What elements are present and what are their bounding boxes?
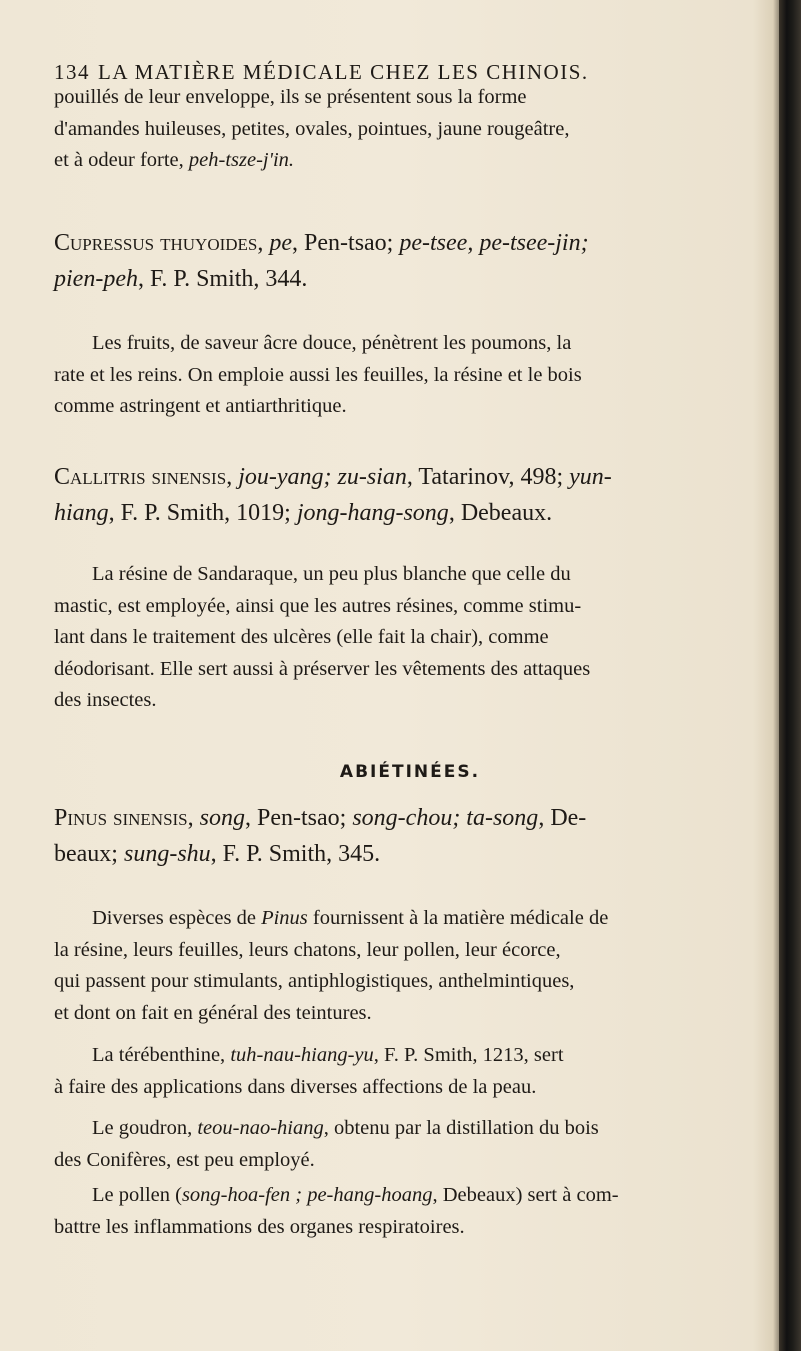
text-line: déodorisant. Elle sert aussi à préserver les vêtements des attaques	[54, 657, 591, 680]
entry-callitris	[54, 459, 766, 531]
text-line: La résine de Sandaraque, un peu plus blanche que celle du	[92, 563, 571, 585]
text-line: et à odeur forte,	[54, 149, 189, 171]
text-line: la résine, leurs feuilles, leurs chatons, leur pollen, leur écorce,	[54, 938, 561, 961]
chinese-name: teou-nao-hiang	[197, 1117, 324, 1139]
text-line: à faire des applications dans diverses affections de la peau.	[54, 1075, 537, 1098]
text-line: battre les inflammations des organes respiratoires.	[54, 1215, 465, 1238]
text-line: des insectes.	[54, 689, 157, 711]
paragraph-cupressus	[54, 328, 766, 423]
entry-cupressus	[54, 225, 766, 297]
text-line: pouillés de leur enveloppe, ils se présentent sous la forme	[54, 86, 527, 108]
paragraph-intro	[54, 82, 766, 177]
chinese-name: pe	[269, 230, 293, 256]
reference: , Debeaux.	[448, 500, 553, 526]
page-number: 134	[54, 60, 90, 84]
paragraph-pinus-4	[54, 1180, 766, 1243]
text-line: lant dans le traitement des ulcères (elle fait la chair), comme	[54, 626, 549, 648]
reference: , Pen-tsao;	[292, 230, 400, 256]
text-line: , F. P. Smith, 1213, sert	[373, 1044, 564, 1066]
text-line: , Debeaux) sert à com-	[432, 1184, 619, 1206]
chinese-name: peh-tsze-j'in.	[188, 149, 295, 171]
reference: , F. P. Smith, 345.	[210, 841, 381, 867]
text-line: qui passent pour stimulants, antiphlogistiques, anthelmintiques,	[54, 970, 575, 992]
chinese-name: song-hoa-fen ; pe-hang-hoang	[181, 1184, 433, 1206]
chinese-name: pien-peh	[54, 266, 138, 292]
chinese-name: hiang	[54, 500, 109, 526]
paragraph-pinus-2	[54, 1040, 766, 1103]
reference: , F. P. Smith, 1019;	[108, 500, 297, 526]
species-name: Callitris sinensis	[54, 464, 227, 490]
text-line: comme astringent et antiarthritique.	[54, 395, 347, 417]
chinese-name: yun-	[569, 464, 612, 490]
chinese-name: jong-hang-song	[296, 500, 449, 526]
text-line: Les fruits, de saveur âcre douce, pénètrent les poumons, la	[92, 332, 572, 354]
reference: , De-	[538, 805, 587, 831]
reference: , Pen-tsao;	[245, 805, 353, 831]
species-name: Pinus sinensis	[54, 805, 188, 831]
running-title: LA MATIÈRE MÉDICALE CHEZ LES CHINOIS.	[98, 60, 589, 84]
section-heading: ABIÉTINÉES.	[339, 762, 481, 782]
chinese-name: tuh-nau-hiang-yu	[230, 1044, 374, 1066]
genus-name: Pinus	[261, 907, 308, 929]
text-line: d'amandes huileuses, petites, ovales, pointues, jaune rougeâtre,	[54, 117, 570, 140]
paragraph-pinus-3	[54, 1113, 766, 1176]
text-line: Le pollen (	[92, 1184, 182, 1206]
paragraph-pinus-1	[54, 903, 766, 1029]
reference: , F. P. Smith, 344.	[137, 266, 308, 292]
chinese-name: song	[199, 805, 245, 831]
species-name: Cupressus thuyoides	[54, 230, 258, 256]
separator: ,	[257, 230, 270, 256]
book-edge	[779, 0, 801, 1351]
text-line: des Conifères, est peu employé.	[54, 1148, 315, 1171]
separator: ,	[187, 805, 200, 831]
chinese-name: jou-yang; zu-sian	[238, 464, 407, 490]
paragraph-callitris	[54, 559, 766, 717]
chinese-name: song-chou; ta-song	[352, 805, 539, 831]
reference: , Tatarinov, 498;	[406, 464, 570, 490]
separator: ,	[226, 464, 239, 490]
text-line: , obtenu par la distillation du bois	[323, 1117, 599, 1139]
chinese-name: sung-shu	[123, 841, 211, 867]
text-line: mastic, est employée, ainsi que les autres résines, comme stimu-	[54, 594, 582, 617]
text-line: et dont on fait en général des teintures.	[54, 1001, 372, 1024]
reference: beaux;	[54, 841, 124, 867]
text-line: fournissent à la matière médicale de	[307, 907, 609, 929]
entry-pinus	[54, 800, 766, 872]
text-line: rate et les reins. On emploie aussi les feuilles, la résine et le bois	[54, 363, 582, 386]
text-line: Le goudron,	[92, 1117, 198, 1139]
text-line: La térébenthine,	[92, 1044, 231, 1066]
chinese-name: pe-tsee, pe-tsee-jin;	[399, 230, 589, 256]
text-line: Diverses espèces de	[92, 907, 262, 929]
